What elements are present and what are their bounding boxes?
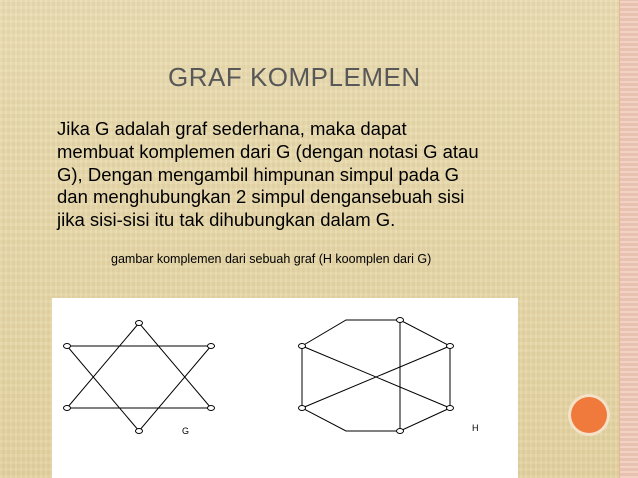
- graph-g-vertex: [208, 406, 215, 411]
- body-line-2: membuat komplemen dari G (dengan notasi G atau: [57, 140, 479, 162]
- graph-h-vertex: [447, 406, 454, 411]
- body-line-5: jika sisi-sisi itu tak dihubungkan dalam G.: [57, 209, 396, 231]
- figure-caption: gambar komplemen dari sebuah graf (H koomplen dari G): [111, 252, 432, 266]
- graph-h-hexagon: [302, 320, 450, 431]
- graph-h-vertex: [447, 344, 454, 349]
- body-line-1: Jika G adalah graf sederhana, maka dapat: [57, 118, 407, 139]
- graph-figure-svg: [52, 298, 518, 478]
- graph-h-vertex: [397, 318, 404, 323]
- graph-figure: [52, 298, 518, 478]
- body-line-3: G), Dengan mengambil himpunan simpul pada G: [57, 163, 460, 185]
- slide-title: GRAF KOMPLEMEN: [168, 62, 421, 92]
- decorative-orange-circle: [571, 397, 607, 433]
- graph-g-label: G: [182, 426, 190, 436]
- graph-g-triangle-up: [67, 323, 211, 408]
- graph-h-vertex: [299, 344, 306, 349]
- graph-g-vertex: [208, 344, 215, 349]
- graph-g-vertex: [136, 321, 143, 326]
- graph-h-label: H: [472, 423, 479, 433]
- graph-g-vertices: [64, 321, 215, 434]
- graph-g-triangle-down: [67, 346, 211, 431]
- graph-h-vertex: [397, 429, 404, 434]
- body-paragraph: [57, 118, 547, 232]
- graph-g-vertex: [64, 406, 71, 411]
- graph-g-vertex: [136, 429, 143, 434]
- graph-g-vertex: [64, 344, 71, 349]
- graph-h-vertex: [299, 406, 306, 411]
- graph-g: [67, 323, 211, 431]
- body-line-4: dan menghubungkan 2 simpul dengansebuah sisi: [57, 186, 465, 208]
- right-border: [620, 0, 638, 478]
- graph-h: [302, 320, 450, 431]
